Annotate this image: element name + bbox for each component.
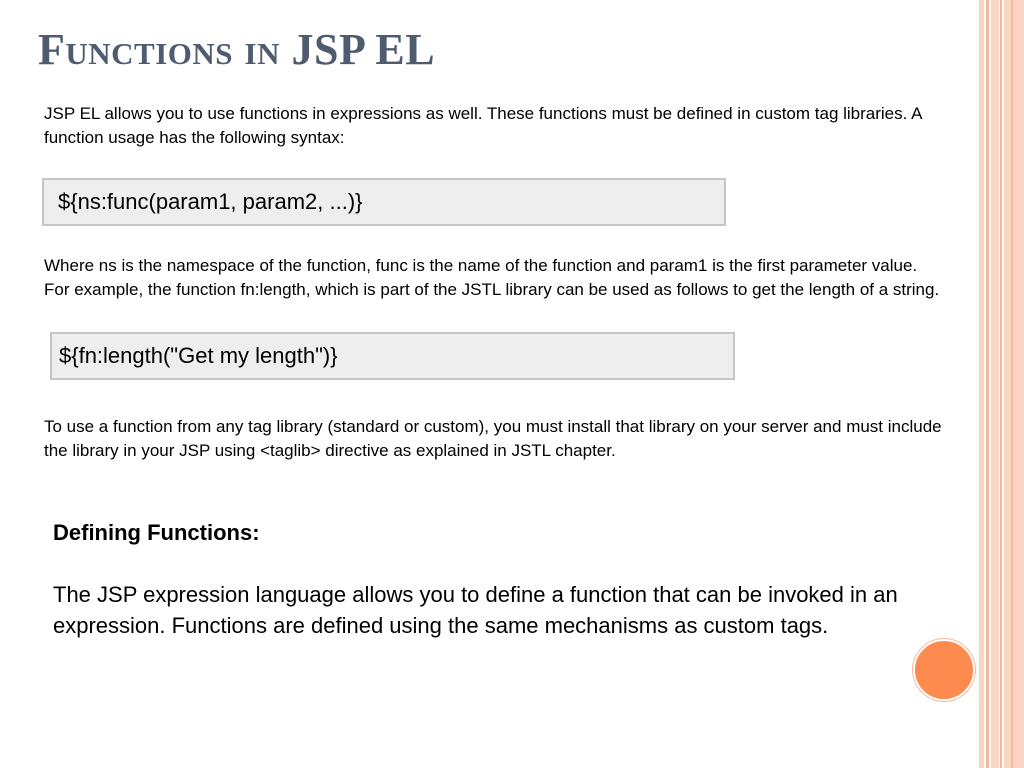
usage-note-paragraph: To use a function from any tag library (standard or custom), you must install that library on your server and must include the library in your JSP using <taglib> directive as explained in JSTL chapter. [44, 417, 942, 460]
syntax-code-box: ${ns:func(param1, param2, ...)} [42, 178, 726, 226]
decorative-stripe [1000, 0, 1002, 768]
decorative-stripe [1011, 0, 1013, 768]
example-code-box: ${fn:length("Get my length")} [50, 332, 735, 380]
decorative-stripe [986, 0, 989, 768]
intro-paragraph: JSP EL allows you to use functions in expressions as well. These functions must be defined in custom tag libraries. A function usage has the following syntax: [44, 104, 922, 147]
decorative-stripe [991, 0, 999, 768]
decorative-stripe [979, 0, 984, 768]
slide-title: Functions in JSP EL [38, 25, 436, 74]
section-body: The JSP expression language allows you to define a function that can be invoked in an expression. Functions are defined using the same mechanisms as custom tags. [53, 582, 898, 638]
section-heading: Defining Functions: [53, 520, 260, 545]
decorative-stripe [1004, 0, 1024, 768]
explanation-paragraph: Where ns is the namespace of the function, func is the name of the function and param1 is the first parameter value. For example, the function fn:length, which is part of the JSTL library can be used as follows to get the length of a string. [44, 256, 940, 299]
accent-circle-icon [913, 639, 975, 701]
